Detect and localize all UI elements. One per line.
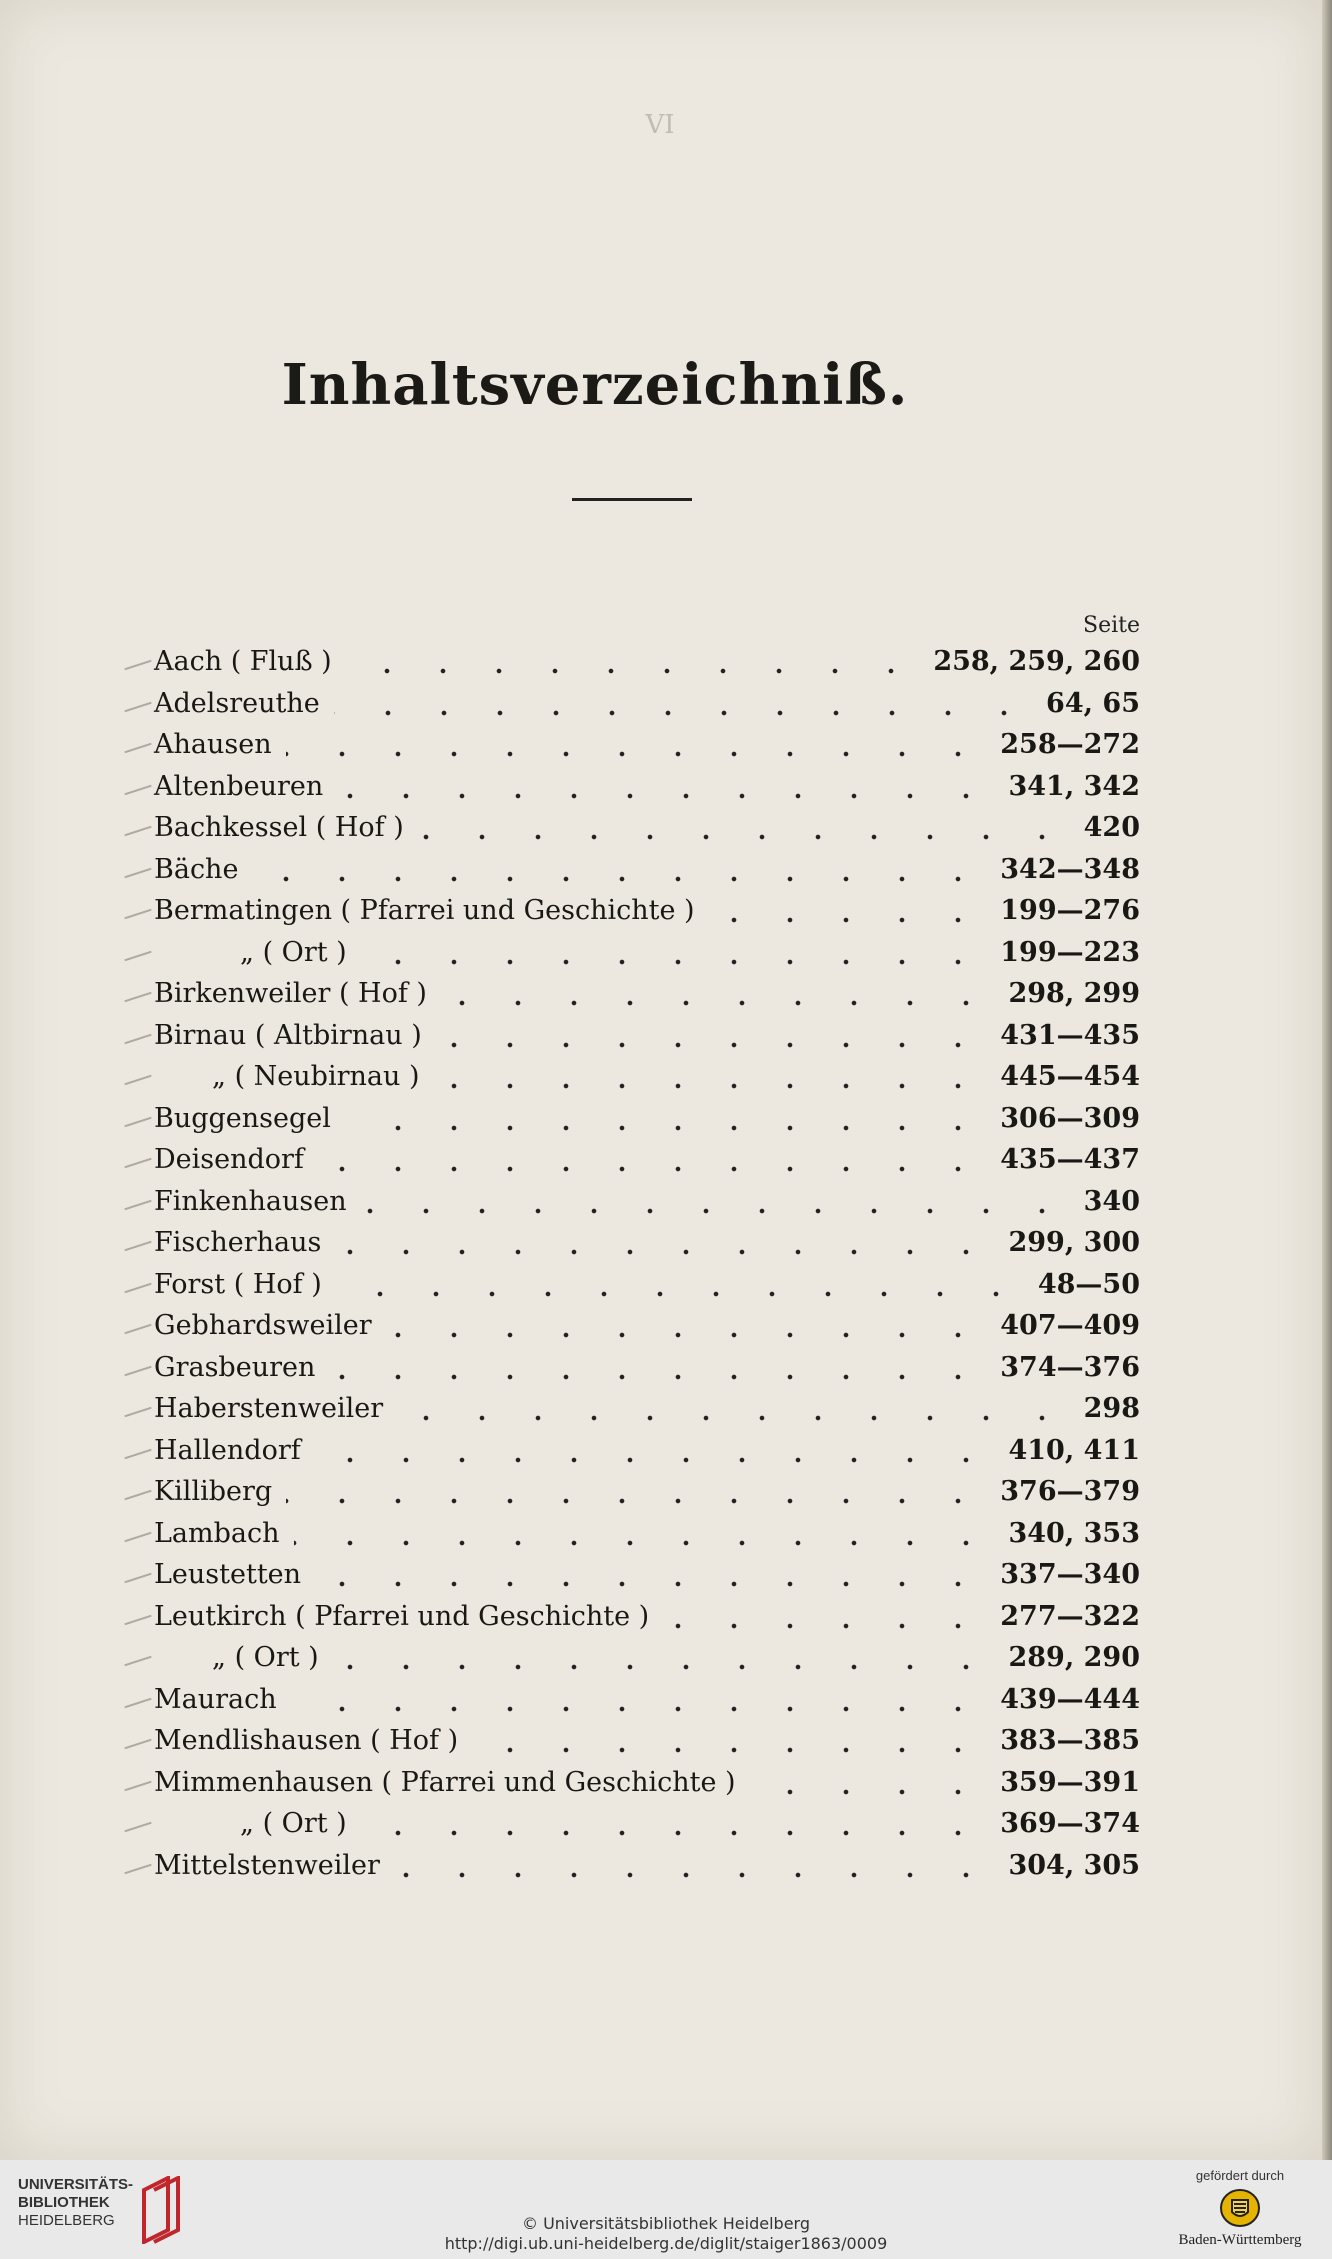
toc-row [150,1265,1140,1307]
pencil-mark [124,1241,151,1252]
funded-by-label: gefördert durch [1195,2168,1285,2183]
toc-row [150,1431,1140,1473]
toc-entry-name: Birnau ( Altbirnau ) [154,1019,422,1051]
toc-entry-pages: 299, 300 [1008,1227,1140,1258]
toc-row [150,767,1140,809]
toc-row [150,891,1140,933]
toc-entry-name: Leustetten [154,1559,302,1590]
dot-leader [286,725,986,761]
toc-entry-pages: 435—437 [1000,1144,1140,1175]
toc-entry-pages: 298, 299 [1008,978,1140,1009]
toc-entry-name: „ ( Ort ) [212,1642,319,1673]
toc-entry-pages: 340 [1083,1185,1140,1217]
pencil-mark [124,1199,151,1210]
toc-entry-name: Bäche [154,853,239,885]
source-url-link[interactable]: http://digi.ub.uni-heidelberg.de/diglit/staiger1863/0009 [444,2234,888,2253]
dot-leader [434,1057,986,1093]
toc-entry-name: Birkenweiler ( Hof ) [154,978,427,1009]
toc-entry-pages: 341, 342 [1008,770,1140,802]
library-line-3: HEIDELBERG [18,2212,115,2229]
pencil-mark [124,909,151,920]
title-rule [572,498,692,501]
dot-leader [436,1016,986,1052]
pencil-mark [124,826,151,837]
toc-entry-name: Grasbeuren [154,1351,316,1383]
toc-row [150,1016,1140,1058]
toc-row [150,1763,1140,1805]
toc-entry-pages: 431—435 [1000,1019,1140,1051]
dot-leader [361,933,986,969]
toc-row [150,1555,1140,1597]
toc-entry-pages: 199—276 [1000,895,1140,926]
toc-entry-name: Mimmenhausen ( Pfarrei und Geschichte ) [154,1766,736,1798]
toc-entry-name: Bachkessel ( Hof ) [154,812,404,843]
pencil-mark [124,1282,151,1293]
pencil-mark [124,1780,151,1791]
toc-row [150,1140,1140,1182]
pencil-mark [124,1407,151,1418]
toc-row [150,1721,1140,1763]
toc-entry-pages: 64, 65 [1046,687,1140,719]
pencil-mark [124,784,151,795]
toc-entry-pages: 445—454 [1000,1061,1140,1092]
toc-row [150,1099,1140,1141]
toc-entry-name: Leutkirch ( Pfarrei und Geschichte ) [154,1600,650,1632]
toc-entry-name: Fischerhaus [154,1227,322,1258]
dot-leader [294,1514,994,1550]
toc-entry-name: Deisendorf [154,1144,304,1175]
toc-entry-pages: 48—50 [1037,1268,1140,1300]
toc-entry-name: „ ( Ort ) [240,936,347,968]
pencil-mark [124,1863,151,1874]
pencil-mark [124,1573,151,1584]
toc-entry-name: Haberstenweiler [154,1393,384,1424]
pencil-mark [124,660,151,671]
toc-entry-name: „ ( Ort ) [240,1808,347,1839]
pencil-mark [124,1490,151,1501]
dot-leader [394,1846,994,1882]
pencil-mark [124,1448,151,1459]
seite-label: Seite [1083,613,1140,638]
toc-entry-pages: 410, 411 [1008,1434,1140,1466]
toc-entry-pages: 383—385 [1000,1725,1140,1756]
toc-entry-pages: 337—340 [1000,1559,1140,1590]
toc-entry-pages: 304, 305 [1008,1849,1140,1881]
dot-leader [346,642,919,678]
toc-row [150,684,1140,726]
toc-entry-pages: 407—409 [1000,1310,1140,1341]
pencil-mark [124,1365,151,1376]
toc-entry-pages: 289, 290 [1008,1642,1140,1673]
toc-entry-name: Bermatingen ( Pfarrei und Geschichte ) [154,895,695,926]
toc-row [150,642,1140,684]
toc-row [150,1182,1140,1224]
dot-leader [663,1597,986,1633]
dot-leader [335,1223,994,1259]
toc-entry-name: Mendlishausen ( Hof ) [154,1725,459,1756]
dot-leader [337,767,994,803]
toc-row [150,1306,1140,1348]
toc-entry-pages: 374—376 [1000,1351,1140,1383]
toc-entry-name: Maurach [154,1683,277,1715]
dot-leader [315,1431,994,1467]
toc-entry-name: Hallendorf [154,1434,301,1466]
toc-row [150,1389,1140,1431]
toc-entry-name: Aach ( Fluß ) [154,646,332,677]
library-line-1: UNIVERSITÄTS- [18,2176,134,2193]
pencil-mark [124,1075,151,1086]
toc-row [150,725,1140,767]
toc-entry-pages: 369—374 [1000,1808,1140,1839]
dot-leader [750,1763,986,1799]
toc-row [150,974,1140,1016]
toc-row [150,1638,1140,1680]
dot-leader [334,684,1032,720]
page-edge [1322,0,1332,2160]
toc-row [150,1348,1140,1390]
dot-leader [329,1348,986,1384]
toc-entry-name: Mittelstenweiler [154,1849,380,1881]
library-line-2: BIBLIOTHEK [18,2194,110,2211]
toc-entry-pages: 340, 353 [1008,1517,1140,1549]
toc-entry-pages: 277—322 [1000,1600,1140,1632]
toc-entry-name: Forst ( Hof ) [154,1268,322,1300]
toc-entry-name: „ ( Neubirnau ) [212,1061,420,1092]
dot-leader [361,1804,986,1840]
toc-entry-pages: 306—309 [1000,1102,1140,1134]
toc-row [150,1597,1140,1639]
dot-leader [333,1638,994,1674]
pencil-mark [124,992,151,1003]
toc-entry-name: Buggensegel [154,1102,331,1134]
pencil-mark [124,1116,151,1127]
dot-leader [361,1182,1070,1218]
pencil-mark [124,1531,151,1542]
page-number: VI [645,110,675,140]
toc-entry-pages: 258, 259, 260 [933,646,1140,677]
toc-entry-pages: 359—391 [1000,1766,1140,1798]
toc-entry-pages: 420 [1083,812,1140,843]
pencil-mark [124,950,151,961]
toc-row [150,933,1140,975]
toc-entry-pages: 258—272 [1000,729,1140,760]
dot-leader [286,1472,986,1508]
toc-entry-name: Lambach [154,1517,280,1549]
toc-row [150,1057,1140,1099]
toc-row [150,1804,1140,1846]
dot-leader [345,1099,986,1135]
copyright-notice [0,2214,1332,2254]
toc-entry-pages: 376—379 [1000,1476,1140,1507]
footer-bar [0,2160,1332,2259]
toc-row [150,1472,1140,1514]
toc-row [150,850,1140,892]
dot-leader [397,1389,1070,1425]
pencil-mark [124,701,151,712]
toc-row [150,1514,1140,1556]
toc-entry-pages: 342—348 [1000,853,1140,885]
pencil-mark [124,867,151,878]
toc-row [150,1223,1140,1265]
dot-leader [291,1680,986,1716]
page-title: Inhaltsverzeichniß. [281,352,909,418]
toc-entry-pages: 199—223 [1000,936,1140,968]
toc-entry-name: Killiberg [154,1476,273,1507]
pencil-mark [124,1822,151,1833]
baden-wuerttemberg-crest-icon [1220,2188,1260,2228]
dot-leader [252,850,986,886]
pencil-mark [124,743,151,754]
pencil-mark [124,1739,151,1750]
toc-entry-name: Adelsreuthe [154,687,320,719]
toc-row [150,1846,1140,1888]
pencil-mark [124,1324,151,1335]
toc-entry-name: Finkenhausen [154,1185,347,1217]
pencil-mark [124,1614,151,1625]
table-of-contents [150,642,1140,1887]
toc-entry-name: Altenbeuren [154,770,324,802]
toc-entry-pages: 298 [1083,1393,1140,1424]
dot-leader [418,808,1070,844]
toc-row [150,1680,1140,1722]
pencil-mark [124,1656,151,1667]
dot-leader [315,1555,986,1591]
dot-leader [709,891,986,927]
toc-entry-name: Ahausen [154,729,272,760]
dot-leader [441,974,994,1010]
toc-entry-pages: 439—444 [1000,1683,1140,1715]
pencil-mark [124,1158,151,1169]
pencil-mark [124,1697,151,1708]
funder-name: Baden-Württemberg [1178,2232,1302,2248]
pencil-mark [124,1033,151,1044]
dot-leader [386,1306,986,1342]
dot-leader [472,1721,986,1757]
dot-leader [318,1140,986,1176]
toc-row [150,808,1140,850]
toc-entry-name: Gebhardsweiler [154,1310,372,1341]
dot-leader [336,1265,1024,1301]
copyright-text: © Universitätsbibliothek Heidelberg [521,2214,810,2233]
